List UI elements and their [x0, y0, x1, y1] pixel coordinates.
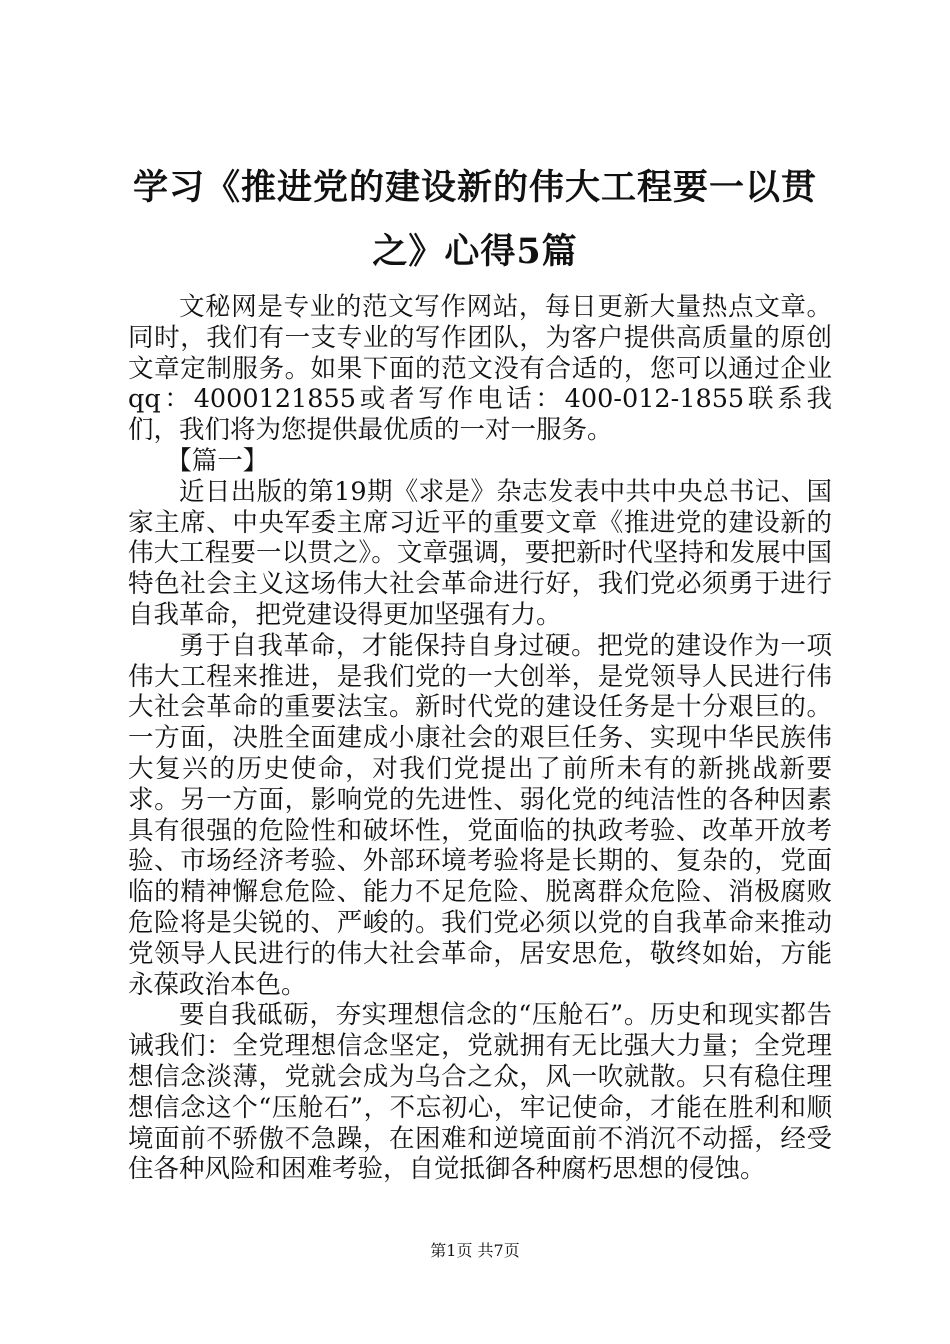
document-body — [128, 292, 832, 1185]
intro-paragraph: 文秘网是专业的范文写作网站，每日更新大量热点文章。同时，我们有一支专业的写作团队，为客户提供高质量的原创文章定制服务。如果下面的范文没有合适的，您可以通过企业qq：4000121855或者写作电话：400-012-1855联系我们，我们将为您提供最优质的一对一服务。 — [128, 292, 832, 446]
document-title — [118, 156, 832, 284]
section-heading: 【篇一】 — [166, 445, 269, 476]
page-footer — [0, 1240, 950, 1262]
page-indicator: 第1页 共7页 — [430, 1241, 520, 1260]
body-paragraph: 要自我砥砺，夯实理想信念的“压舱石”。历史和现实都告诫我们：全党理想信念坚定，党就拥有无比强大力量；全党理想信念淡薄，党就会成为乌合之众，风一吹就散。只有稳住理想信念这个“压舱石”，不忘初心，牢记使命，才能在胜利和顺境面前不骄傲不急躁，在困难和逆境面前不消沉不动摇，经受住各种风险和困难考验，自觉抵御各种腐朽思想的侵蚀。 — [128, 1000, 832, 1185]
title-line-2: 之》心得5篇 — [372, 231, 578, 272]
body-paragraph: 近日出版的第19期《求是》杂志发表中共中央总书记、国家主席、中央军委主席习近平的重要文章《推进党的建设新的伟大工程要一以贯之》。文章强调，要把新时代坚持和发展中国特色社会主义这场伟大社会革命进行好，我们党必须勇于进行自我革命，把党建设得更加坚强有力。 — [128, 476, 832, 630]
title-line-1: 学习《推进党的建设新的伟大工程要一以贯 — [132, 167, 817, 208]
body-paragraph: 勇于自我革命，才能保持自身过硬。把党的建设作为一项伟大工程来推进，是我们党的一大创举，是党领导人民进行伟大社会革命的重要法宝。新时代党的建设任务是十分艰巨的。一方面，决胜全面建成小康社会的艰巨任务、实现中华民族伟大复兴的历史使命，对我们党提出了前所未有的新挑战新要求。另一方面，影响党的先进性、弱化党的纯洁性的各种因素具有很强的危险性和破坏性，党面临的执政考验、改革开放考验、市场经济考验、外部环境考验将是长期的、复杂的，党面临的精神懈怠危险、能力不足危险、脱离群众危险、消极腐败危险将是尖锐的、严峻的。我们党必须以党的自我革命来推动党领导人民进行的伟大社会革命，居安思危，敬终如始，方能永葆政治本色。 — [128, 630, 832, 1000]
